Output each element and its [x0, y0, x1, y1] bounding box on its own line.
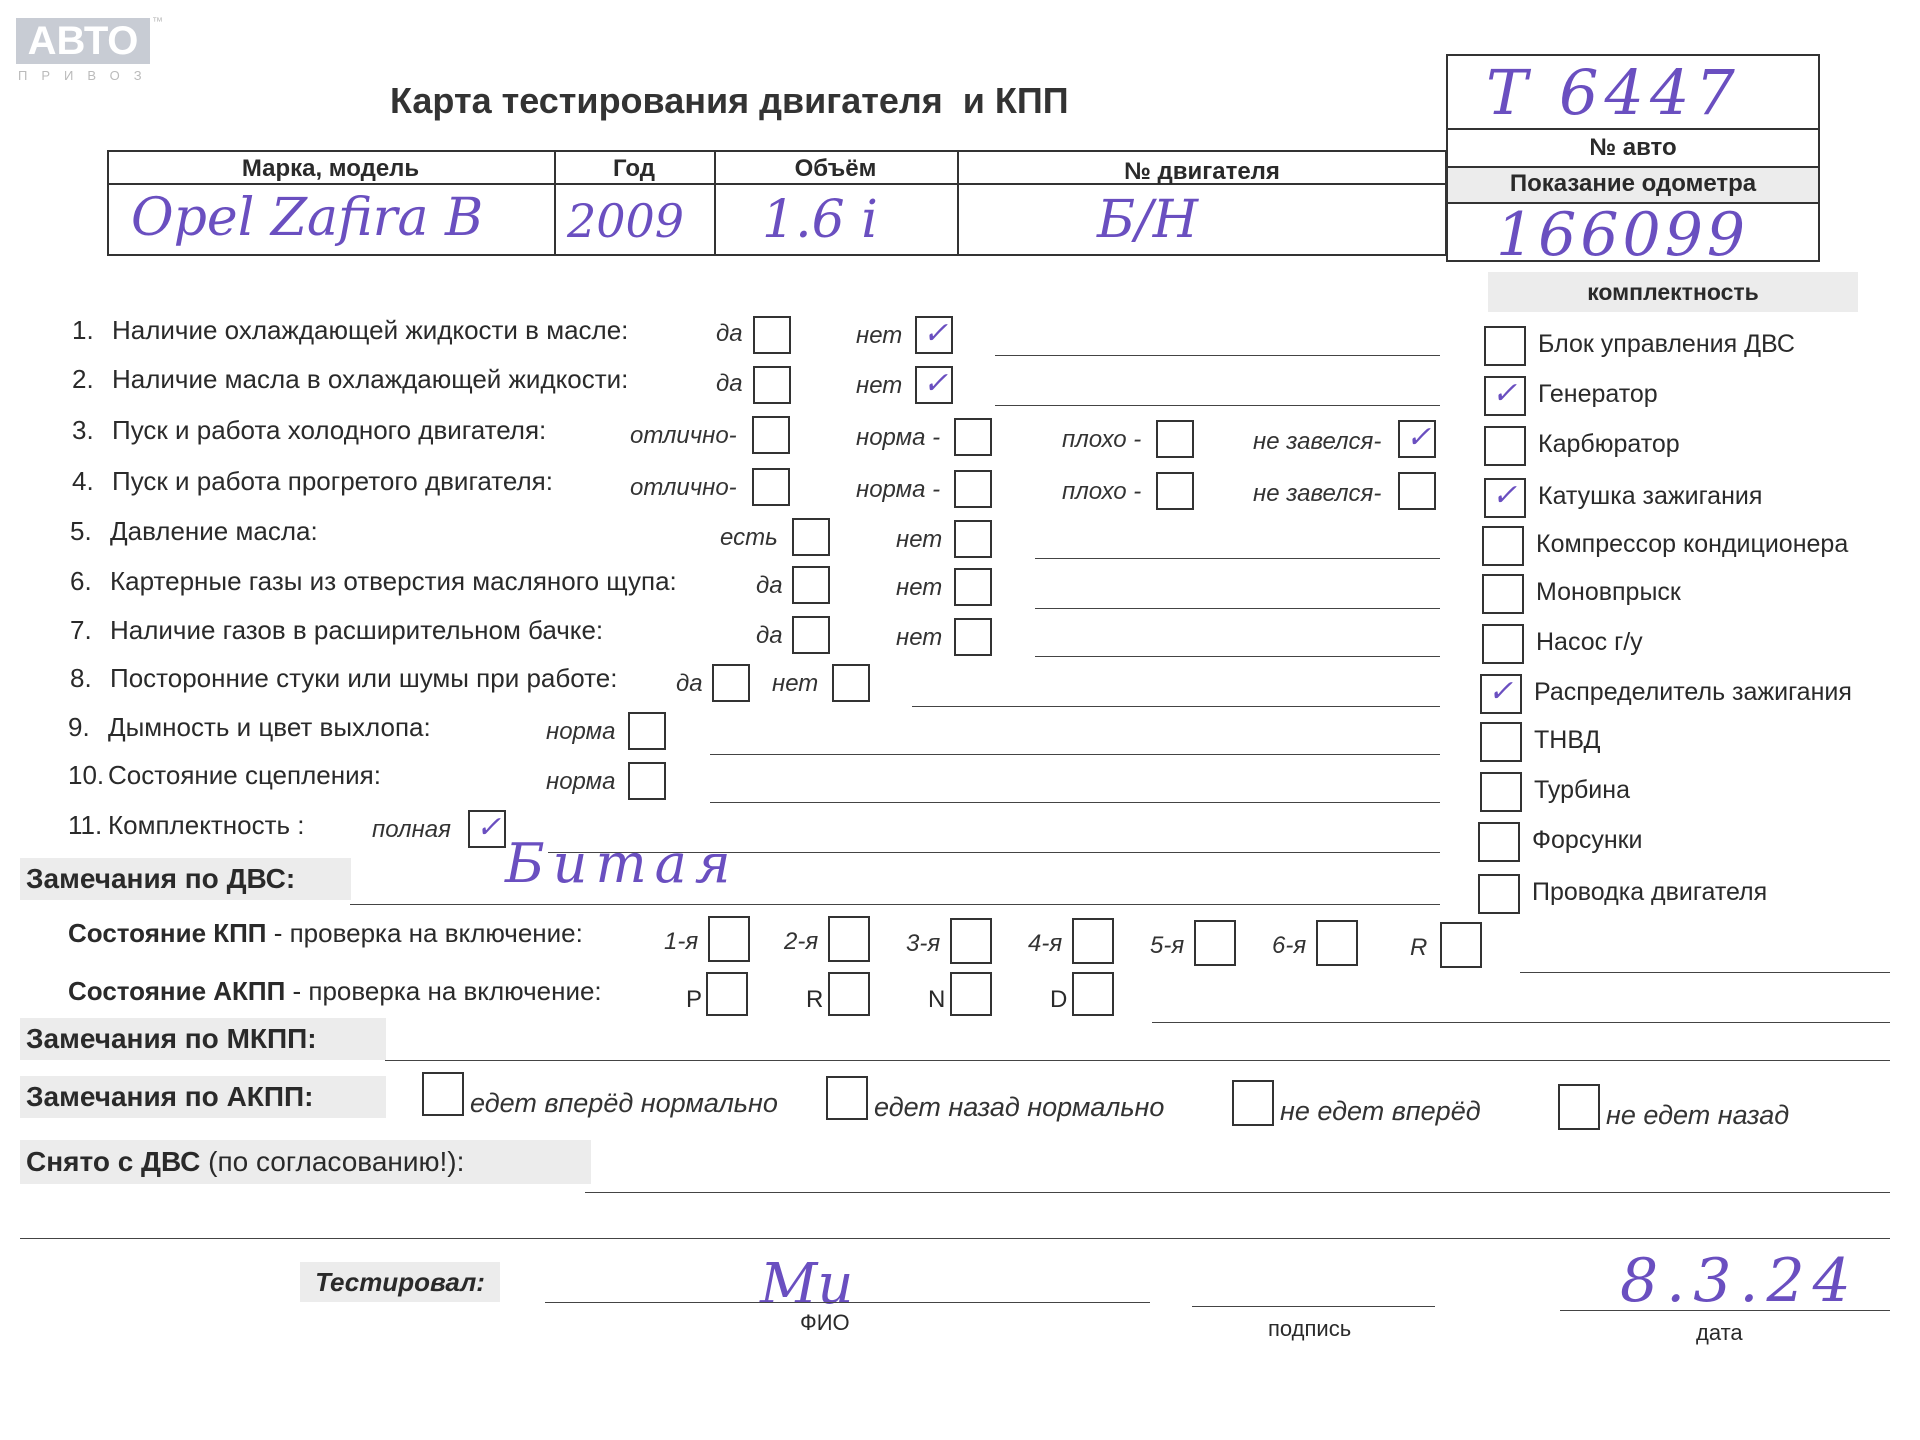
akpp-no-forward-checkbox[interactable]	[1232, 1080, 1274, 1126]
odometer-value: 166099	[1496, 200, 1750, 270]
completeness-checkbox-8[interactable]	[1480, 674, 1522, 714]
akpp-forward-ok-label: едет вперёд нормально	[470, 1088, 778, 1118]
year-value: 2009	[567, 194, 685, 248]
completeness-item-label: Насос г/у	[1536, 628, 1643, 656]
col-header-engine-no: № двигателя	[1124, 158, 1280, 185]
check-row-3: 3. Пуск и работа холодного двигателя:	[72, 415, 547, 445]
kpp-gear-checkbox[interactable]	[1316, 920, 1358, 966]
kpp-gear-label: 6-я	[1272, 932, 1307, 959]
check-6-yes[interactable]	[792, 566, 830, 604]
opt-5-yes-label: есть	[720, 524, 778, 551]
kpp-gear-checkbox[interactable]	[1072, 918, 1114, 964]
completeness-item-label: Моновпрыск	[1536, 578, 1681, 606]
akpp-gear-label: N	[928, 986, 946, 1013]
remarks-akpp-label: Замечания по АКПП:	[20, 1076, 386, 1118]
opt-6-no-label: нет	[896, 574, 943, 601]
akpp-gear-checkbox[interactable]	[828, 972, 870, 1016]
completeness-checkbox-4[interactable]	[1484, 478, 1526, 518]
auto-no-label: № авто	[1589, 134, 1677, 161]
akpp-gear-label: D	[1050, 986, 1068, 1013]
completeness-checkbox-6[interactable]	[1482, 574, 1524, 614]
model-value: Opel Zafira B	[131, 188, 484, 248]
tester-name-value: Ми	[760, 1252, 854, 1317]
completeness-checkbox-12[interactable]	[1478, 874, 1520, 914]
akpp-forward-ok-checkbox[interactable]	[422, 1072, 464, 1116]
akpp-gear-label: R	[806, 986, 824, 1013]
opt-8-no-label: нет	[772, 670, 819, 697]
completeness-checkbox-9[interactable]	[1480, 722, 1522, 762]
completeness-item-label: Турбина	[1534, 776, 1630, 804]
kpp-gear-checkbox[interactable]	[950, 918, 992, 964]
opt-7-no-label: нет	[896, 624, 943, 651]
kpp-gear-checkbox[interactable]	[1440, 922, 1482, 968]
check-7-no[interactable]	[954, 618, 992, 656]
logo-tm: ™	[152, 16, 163, 28]
date-label: дата	[1696, 1320, 1743, 1345]
check-row-6: 6. Картерные газы из отверстия масляного щупа:	[70, 566, 677, 596]
completeness-checkbox-5[interactable]	[1482, 526, 1524, 566]
engine-no-value: Б/Н	[1097, 190, 1199, 250]
check-11-full[interactable]: ✓	[468, 810, 506, 848]
check-9-normal[interactable]	[628, 712, 666, 750]
akpp-no-backward-checkbox[interactable]	[1558, 1084, 1600, 1130]
kpp-gear-label: 5-я	[1150, 932, 1185, 959]
opt-4-excellent-label: отлично-	[630, 474, 737, 501]
remarks-dvs-value: Битая	[505, 832, 739, 895]
opt-10-normal-label: норма	[546, 768, 616, 795]
check-4-normal[interactable]	[954, 470, 992, 508]
check-row-7: 7. Наличие газов в расширительном бачке:	[70, 615, 604, 645]
opt-8-yes-label: да	[676, 670, 703, 697]
kpp-gear-label: 2-я	[784, 928, 819, 955]
check-3-nostart[interactable]: ✓	[1398, 420, 1436, 458]
check-5-yes[interactable]	[792, 518, 830, 556]
logo	[14, 16, 164, 86]
opt-9-normal-label: норма	[546, 718, 616, 745]
akpp-backward-ok-checkbox[interactable]	[826, 1076, 868, 1120]
kpp-gear-label: 1-я	[664, 928, 699, 955]
auto-odometer-box	[1446, 54, 1820, 270]
check-7-yes[interactable]	[792, 616, 830, 654]
completeness-checkbox-3[interactable]	[1484, 426, 1526, 466]
completeness-checkbox-11[interactable]	[1478, 822, 1520, 862]
completeness-check-mark: ✓	[1488, 674, 1514, 709]
completeness-check-mark: ✓	[1492, 478, 1518, 513]
volume-value: 1.6 i	[762, 190, 878, 250]
odometer-label: Показание одометра	[1509, 170, 1757, 197]
kpp-gear-label: 4-я	[1028, 930, 1063, 957]
kpp-gear-checkbox[interactable]	[708, 916, 750, 962]
akpp-gear-checkbox[interactable]	[1072, 972, 1114, 1016]
kpp-gear-label: 3-я	[906, 930, 941, 957]
kpp-gear-checkbox[interactable]	[828, 916, 870, 962]
completeness-check-mark: ✓	[1492, 376, 1518, 411]
check-row-8: 8. Посторонние стуки или шумы при работе:	[70, 663, 618, 693]
check-6-no[interactable]	[954, 568, 992, 606]
opt-1-no-label: нет	[856, 322, 903, 349]
check-2-no[interactable]: ✓	[915, 366, 953, 404]
logo-wordmark: АВТО	[16, 18, 150, 64]
completeness-checkbox-2[interactable]	[1484, 376, 1526, 416]
signature-label: подпись	[1268, 1316, 1352, 1341]
completeness-item-label: ТНВД	[1534, 726, 1601, 754]
opt-3-excellent-label: отлично-	[630, 422, 737, 449]
completeness-header: комплектность	[1488, 272, 1858, 312]
check-8-no[interactable]	[832, 664, 870, 702]
remarks-mkpp-label: Замечания по МКПП:	[20, 1018, 386, 1060]
opt-11-full-label: полная	[372, 816, 451, 843]
completeness-item-label: Распределитель зажигания	[1534, 678, 1852, 706]
opt-3-nostart-label: не завелся-	[1253, 428, 1382, 455]
check-row-2: 2. Наличие масла в охлаждающей жидкости:	[72, 364, 629, 394]
check-row-4: 4. Пуск и работа прогретого двигателя:	[72, 466, 553, 496]
akpp-gear-checkbox[interactable]	[950, 972, 992, 1016]
akpp-no-backward-label: не едет назад	[1606, 1100, 1790, 1130]
opt-6-yes-label: да	[756, 572, 783, 599]
opt-4-normal-label: норма -	[856, 476, 941, 503]
kpp-gear-label: R	[1410, 934, 1428, 961]
tested-by-label: Тестировал:	[300, 1262, 500, 1302]
check-4-bad[interactable]	[1156, 472, 1194, 510]
col-header-volume: Объём	[794, 155, 877, 182]
akpp-backward-ok-label: едет назад нормально	[874, 1092, 1165, 1122]
kpp-gear-checkbox[interactable]	[1194, 920, 1236, 966]
akpp-label: Состояние АКПП - проверка на включение:	[68, 976, 602, 1006]
removed-label: Снято с ДВС (по согласованию!):	[20, 1140, 591, 1184]
page-title: Карта тестирования двигателя и КПП	[390, 80, 1069, 121]
completeness-checkbox-10[interactable]	[1480, 772, 1522, 812]
check-row-9: 9. Дымность и цвет выхлопа:	[68, 712, 431, 742]
opt-5-no-label: нет	[896, 526, 943, 553]
akpp-no-forward-label: не едет вперёд	[1280, 1096, 1481, 1126]
check-1-yes[interactable]	[753, 316, 791, 354]
kpp-label: Состояние КПП - проверка на включение:	[68, 918, 583, 948]
check-10-normal[interactable]	[628, 762, 666, 800]
check-4-nostart[interactable]	[1398, 472, 1436, 510]
header-table	[107, 150, 1447, 260]
completeness-checkbox-1[interactable]	[1484, 326, 1526, 366]
check-3-bad[interactable]	[1156, 420, 1194, 458]
completeness-checkbox-7[interactable]	[1482, 624, 1524, 664]
fio-label: ФИО	[800, 1310, 850, 1335]
check-4-excellent[interactable]	[752, 468, 790, 506]
auto-no-value: T 6447	[1486, 56, 1741, 129]
opt-2-yes-label: да	[716, 370, 743, 397]
opt-2-no-label: нет	[856, 372, 903, 399]
logo-subtitle: ПРИВОЗ	[18, 68, 156, 83]
opt-3-bad-label: плохо -	[1062, 426, 1142, 453]
check-3-excellent[interactable]	[752, 416, 790, 454]
check-8-yes[interactable]	[712, 664, 750, 702]
completeness-item-label: Проводка двигателя	[1532, 878, 1768, 906]
check-5-no[interactable]	[954, 520, 992, 558]
remarks-dvs-label: Замечания по ДВС:	[20, 858, 351, 900]
col-header-year: Год	[613, 155, 655, 182]
opt-7-yes-label: да	[756, 622, 783, 649]
check-2-yes[interactable]	[753, 366, 791, 404]
check-row-11: 11. Комплектность :	[68, 810, 305, 840]
opt-1-yes-label: да	[716, 320, 743, 347]
check-row-5: 5. Давление масла:	[70, 516, 318, 546]
opt-3-normal-label: норма -	[856, 424, 941, 451]
completeness-item-label: Компрессор кондиционера	[1536, 530, 1849, 558]
check-row-1: 1. Наличие охлаждающей жидкости в масле:	[72, 315, 629, 345]
completeness-item-label: Блок управления ДВС	[1538, 330, 1795, 358]
col-header-model: Марка, модель	[241, 155, 420, 182]
date-value: 8.3.24	[1620, 1246, 1859, 1316]
check-row-10: 10. Состояние сцепления:	[68, 760, 381, 790]
check-3-normal[interactable]	[954, 418, 992, 456]
akpp-gear-label: P	[686, 986, 703, 1013]
completeness-item-label: Форсунки	[1532, 826, 1643, 854]
completeness-item-label: Карбюратор	[1538, 430, 1680, 458]
opt-4-bad-label: плохо -	[1062, 478, 1142, 505]
completeness-item-label: Катушка зажигания	[1538, 482, 1763, 510]
check-1-no[interactable]: ✓	[915, 316, 953, 354]
completeness-item-label: Генератор	[1538, 380, 1658, 408]
akpp-gear-checkbox[interactable]	[706, 972, 748, 1016]
opt-4-nostart-label: не завелся-	[1253, 480, 1382, 507]
